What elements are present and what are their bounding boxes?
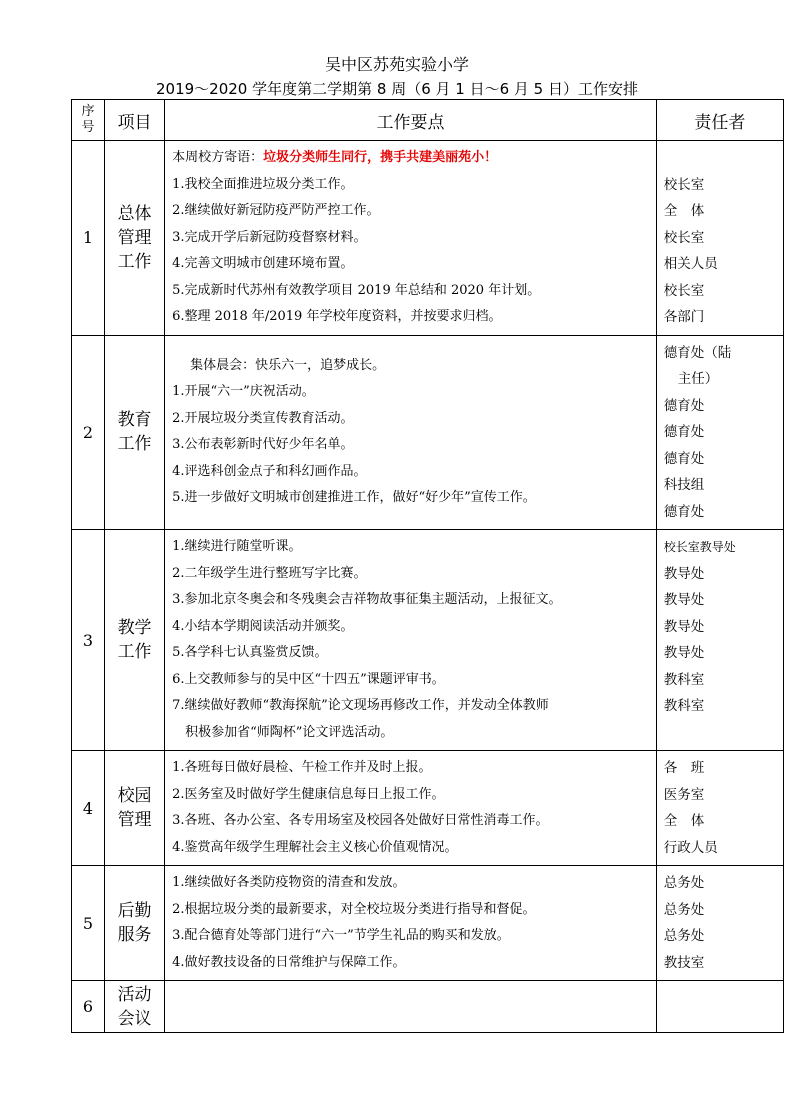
owner-item: 校长室 xyxy=(663,282,705,299)
task-item: 5.完成新时代苏州有效教学项目 2019 年总结和 2020 年计划。 xyxy=(172,282,541,298)
owner-item: 行政人员 xyxy=(663,839,718,856)
task-item: 3.配合德育处等部门进行“六一”节学生礼品的购买和发放。 xyxy=(172,928,510,943)
table-row xyxy=(72,866,784,981)
row-tasks xyxy=(165,335,657,530)
task-item: 3.完成开学后新冠防疫督察材料。 xyxy=(172,229,367,245)
task-item: 4.小结本学期阅读活动并颁奖。 xyxy=(172,618,354,634)
task-item: 3.各班、各办公室、各专用场室及校园各处做好日常性消毒工作。 xyxy=(172,813,549,828)
table-row xyxy=(72,981,784,1033)
row-number: 5 xyxy=(72,866,105,981)
row-item: 后勤 服务 xyxy=(105,866,165,981)
task-item: 4.评选科创金点子和科幻画作品。 xyxy=(172,463,367,479)
weekly-message: 本周校方寄语：垃圾分类师生同行，携手共建美丽苑小！ xyxy=(172,150,498,165)
row-item: 校园 管理 xyxy=(105,751,165,866)
row-number: 3 xyxy=(72,530,105,751)
table-row xyxy=(72,141,784,336)
owner-item: 科技组 xyxy=(663,477,705,493)
owner-item: 教科室 xyxy=(663,698,705,714)
owner-item: 教导处 xyxy=(663,618,705,635)
task-item: 2.根据垃圾分类的最新要求，对全校垃圾分类进行指导和督促。 xyxy=(172,901,536,917)
row-owners xyxy=(656,866,783,981)
row-number: 6 xyxy=(72,981,105,1033)
row-owners xyxy=(656,751,783,866)
owner-item: 总务处 xyxy=(663,875,705,891)
table-row xyxy=(72,530,784,751)
owner-item: 各 班 xyxy=(663,760,705,776)
document-subtitle: 2019～2020 学年度第二学期第 8 周（6 月 1 日～6 月 5 日）工作安排 xyxy=(156,80,638,98)
row-owners-empty xyxy=(656,981,783,1033)
schedule-table xyxy=(71,99,784,1033)
header-item: 项目 xyxy=(105,100,165,141)
header-row xyxy=(72,100,784,141)
task-item: 2.继续做好新冠防疫严防严控工作。 xyxy=(172,203,380,218)
weekly-message-highlight: 垃圾分类师生同行，携手共建美丽苑小！ xyxy=(263,150,498,165)
task-item: 1.继续进行随堂听课。 xyxy=(172,539,302,554)
owner-item: 德育处 xyxy=(663,397,705,414)
row-number: 4 xyxy=(72,751,105,866)
owner-item: 相关人员 xyxy=(663,256,718,272)
row-owners xyxy=(656,530,783,751)
task-item: 3.参加北京冬奥会和冬残奥会吉祥物故事征集主题活动，上报征文。 xyxy=(172,592,562,607)
task-item: 4.做好教技设备的日常维护与保障工作。 xyxy=(172,954,406,970)
owner-item: 教科室 xyxy=(663,671,705,688)
owner-item: 各部门 xyxy=(663,309,705,325)
row-owners xyxy=(656,335,783,530)
owner-item: 总务处 xyxy=(663,901,705,918)
header-owner: 责任者 xyxy=(656,100,783,141)
owner-item: 教导处 xyxy=(663,592,705,608)
owner-item: 德育处 xyxy=(663,450,705,467)
table-row xyxy=(72,335,784,530)
row-item: 教育 工作 xyxy=(105,335,165,530)
task-item: 1.各班每日做好晨检、午检工作并及时上报。 xyxy=(172,760,432,775)
morning-assembly: 集体晨会：快乐六一，追梦成长。 xyxy=(190,357,386,373)
row-number: 2 xyxy=(72,335,105,530)
task-item: 1.开展“六一”庆祝活动。 xyxy=(172,384,315,400)
owner-item: 全 体 xyxy=(663,813,705,829)
owner-item: 教导处 xyxy=(663,565,705,582)
table-row xyxy=(72,751,784,866)
row-number: 1 xyxy=(72,141,105,336)
owner-item: 全 体 xyxy=(663,203,705,219)
task-item: 2.二年级学生进行整班写字比赛。 xyxy=(172,565,367,581)
task-item: 2.开展垃圾分类宣传教育活动。 xyxy=(172,410,354,426)
owner-item: 教导处 xyxy=(663,645,705,661)
owner-item: 德育处 xyxy=(663,424,705,440)
row-tasks xyxy=(165,866,657,981)
owner-item: 总务处 xyxy=(663,928,705,944)
owner-item: 校长室 xyxy=(663,176,705,193)
task-item: 6.上交教师参与的吴中区“十四五”课题评审书。 xyxy=(172,671,445,687)
task-item: 5.各学科七认真鉴赏反馈。 xyxy=(172,645,328,660)
header-no: 序 号 xyxy=(72,100,105,141)
task-item: 7.继续做好教师“教海探航”论文现场再修改工作，并发动全体教师 xyxy=(172,698,549,713)
header-tasks: 工作要点 xyxy=(165,100,657,141)
row-tasks xyxy=(165,141,657,336)
task-item: 5.进一步做好文明城市创建推进工作，做好“好少年”宣传工作。 xyxy=(172,490,536,506)
task-item: 2.医务室及时做好学生健康信息每日上报工作。 xyxy=(172,786,445,802)
task-item: 4.完善文明城市创建环境布置。 xyxy=(172,256,354,271)
owner-item: 教技室 xyxy=(663,954,705,971)
owner-item: 主任） xyxy=(677,371,719,387)
task-item: 1.继续做好各类防疫物资的清查和发放。 xyxy=(172,875,406,890)
task-item: 6.整理 2018 年/2019 年学校年度资料，并按要求归档。 xyxy=(172,309,502,324)
task-item: 4.鉴赏高年级学生理解社会主义核心价值观情况。 xyxy=(172,839,458,855)
row-tasks xyxy=(165,751,657,866)
row-item: 教学 工作 xyxy=(105,530,165,751)
task-item: 1.我校全面推进垃圾分类工作。 xyxy=(172,176,354,192)
row-tasks-empty xyxy=(165,981,657,1033)
owner-item: 校长室 xyxy=(663,229,705,246)
task-item: 3.公布表彰新时代好少年名单。 xyxy=(172,437,354,453)
owner-item: 德育处 xyxy=(663,503,705,520)
document-title: 吴中区苏苑实验小学 xyxy=(324,55,469,74)
row-owners xyxy=(656,141,783,336)
owner-item: 医务室 xyxy=(663,786,705,803)
task-item-continued: 积极参加省“师陶杯”论文评选活动。 xyxy=(185,724,394,740)
row-item: 总体 管理 工作 xyxy=(105,141,165,336)
row-item: 活动 会议 xyxy=(105,981,165,1033)
row-tasks xyxy=(165,530,657,751)
owner-item: 校长室教导处 xyxy=(663,540,736,554)
owner-item: 德育处（陆 xyxy=(663,344,732,361)
